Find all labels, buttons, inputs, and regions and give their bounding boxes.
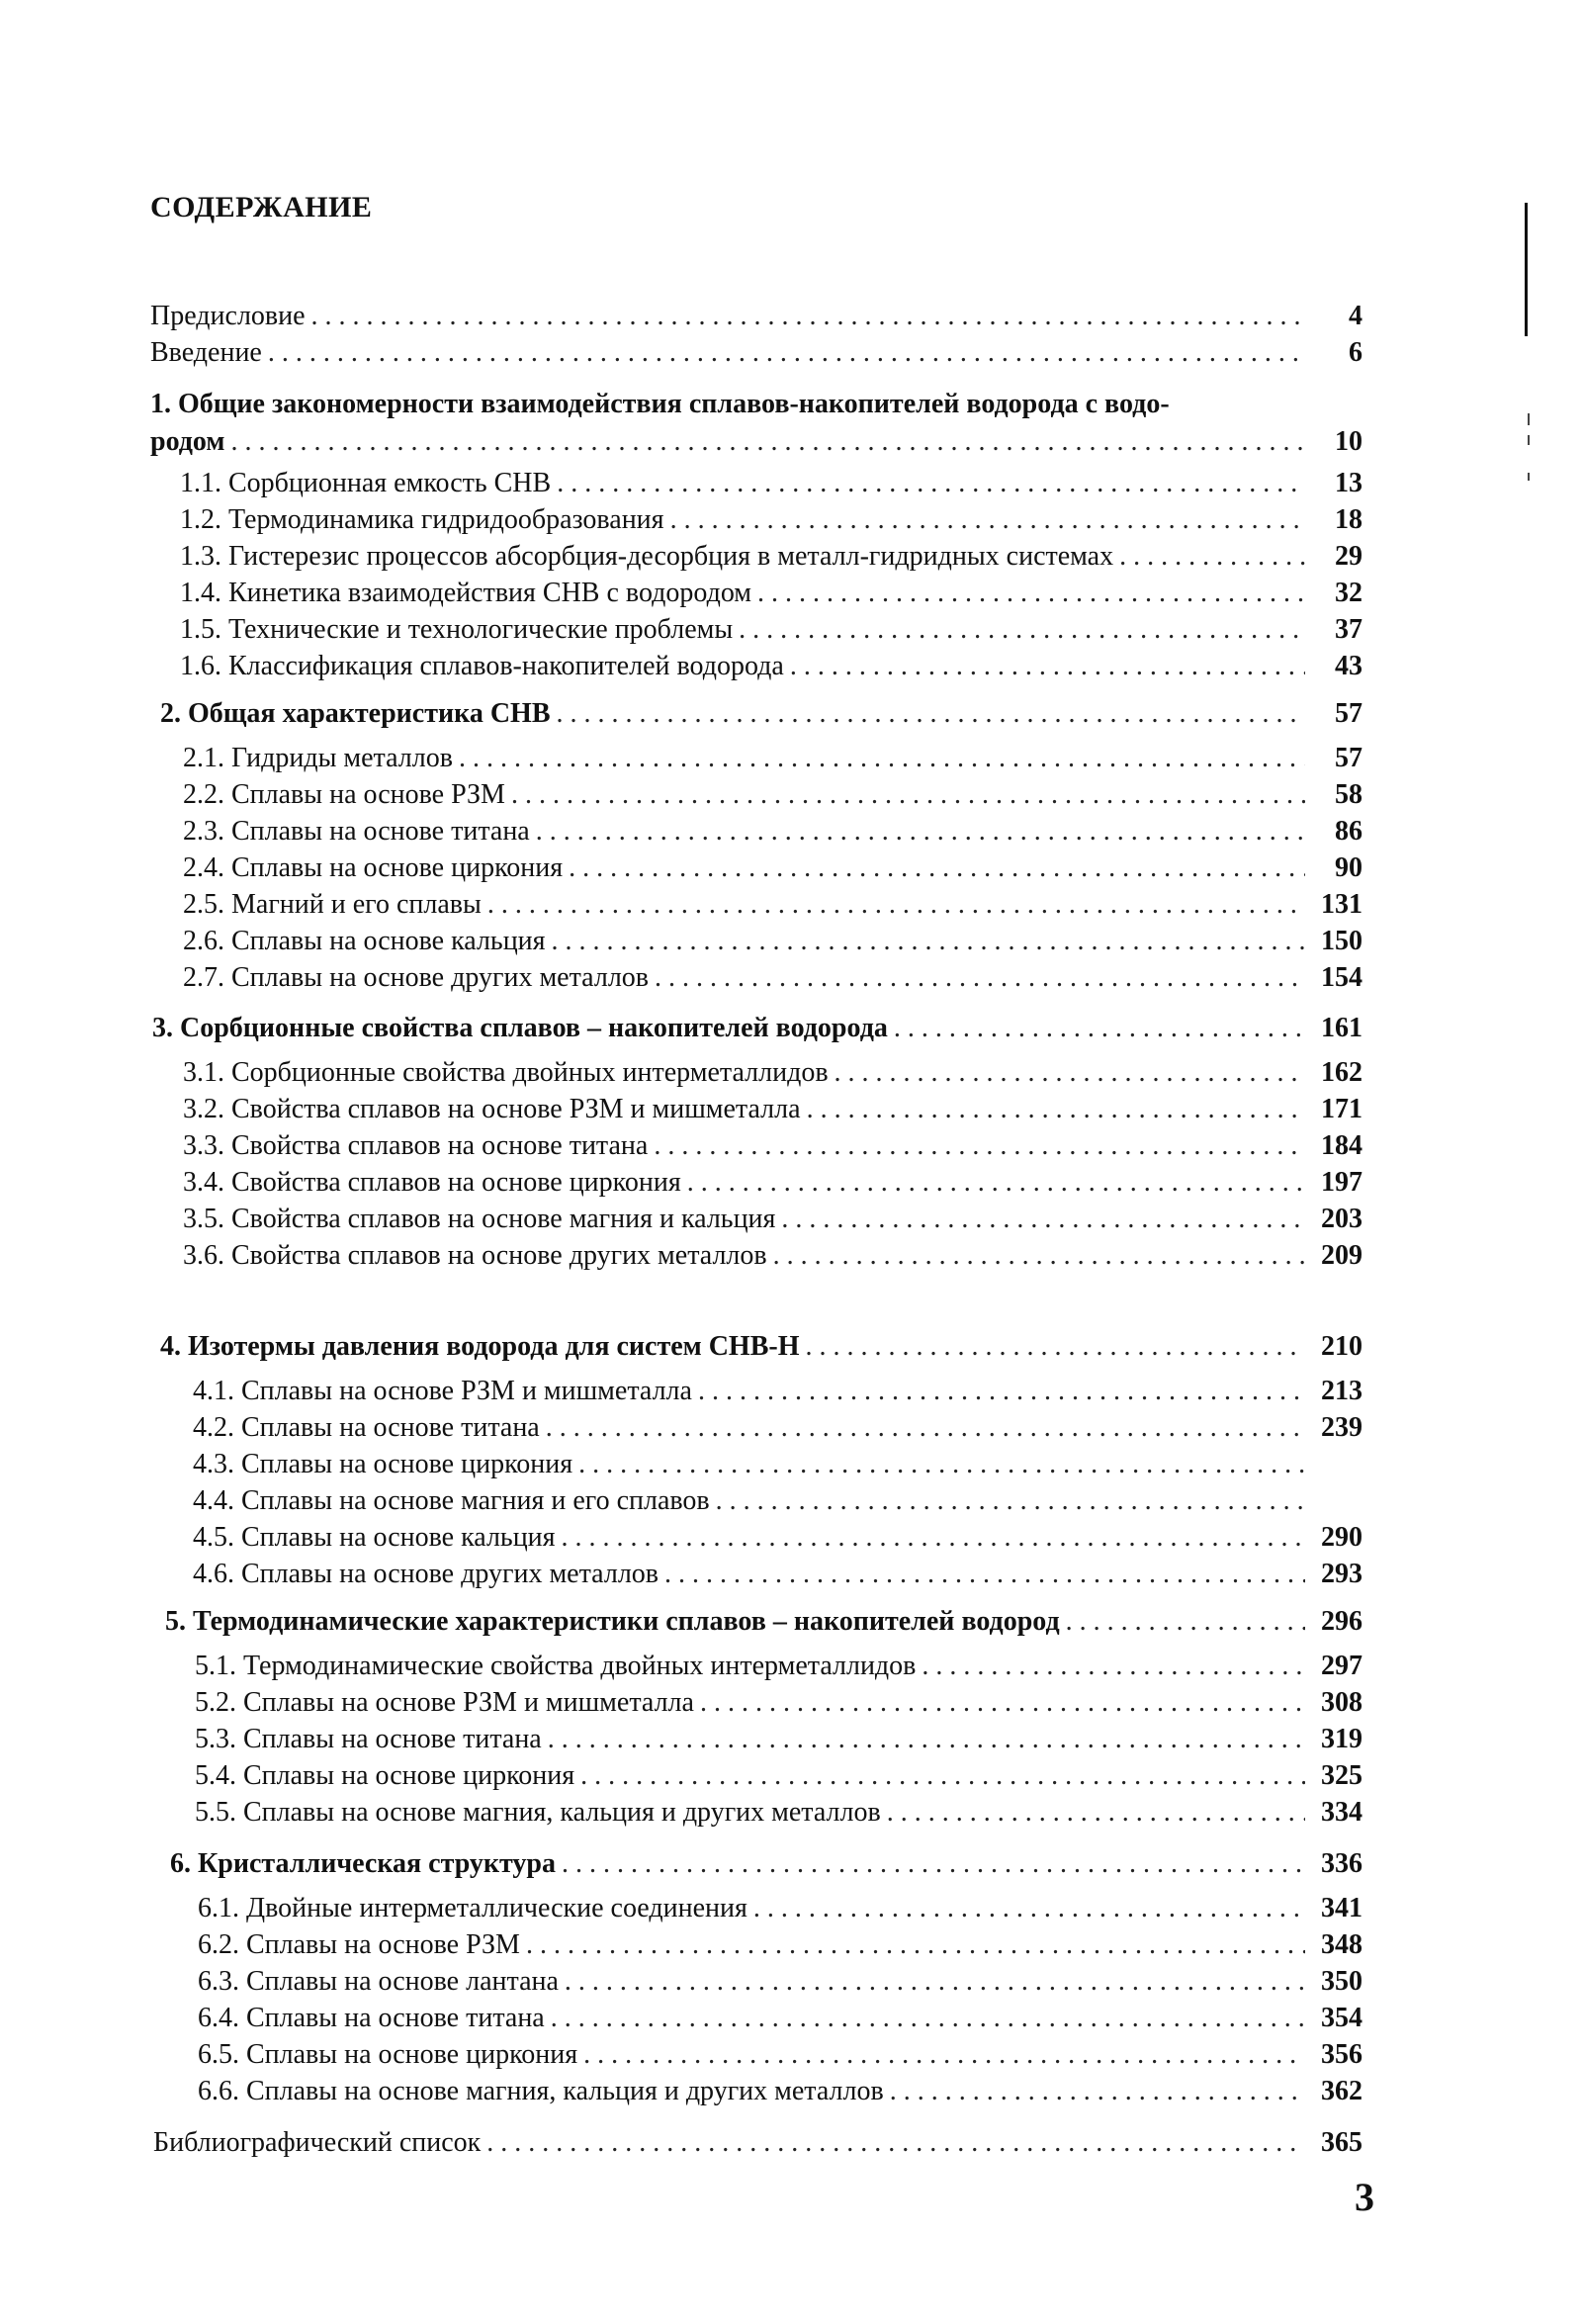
toc-entry-title: 6.3. Сплавы на основе лантана [198, 1966, 559, 1997]
dot-leader [562, 1847, 1305, 1881]
toc-entry-title: 3.6. Свойства сплавов на основе других металлов [183, 1240, 767, 1271]
toc-entry [195, 1759, 1362, 1793]
toc-entry-title: 5.4. Сплавы на основе циркония [195, 1760, 575, 1791]
toc-page-number: 184 [1321, 1130, 1362, 1161]
dot-leader [546, 1411, 1305, 1445]
toc-entry [150, 300, 1362, 333]
toc-page-number: 297 [1321, 1651, 1362, 1681]
toc-entry [183, 961, 1362, 995]
toc-entry [193, 1521, 1362, 1555]
toc-page-number: 356 [1321, 2039, 1362, 2070]
toc-entry-title: 6.5. Сплавы на основе циркония [198, 2039, 578, 2070]
toc-entry-title: 6.6. Сплавы на основе магния, кальция и других металлов [198, 2076, 884, 2106]
toc-page-number: 13 [1335, 468, 1362, 498]
toc-entry [198, 1892, 1362, 1925]
dot-leader [890, 2075, 1305, 2108]
dot-leader [311, 300, 1305, 333]
toc-entry [183, 1203, 1362, 1236]
dot-leader [230, 425, 1305, 459]
toc-entry [193, 1448, 1362, 1481]
toc-entry [180, 540, 1362, 574]
toc-page-number: 319 [1321, 1724, 1362, 1754]
toc-page-number: 239 [1321, 1412, 1362, 1443]
margin-mark [1528, 473, 1530, 481]
toc-entry-title: 6.2. Сплавы на основе РЗМ [198, 1929, 520, 1960]
toc-page-number: 354 [1321, 2003, 1362, 2033]
toc-page-number: 213 [1321, 1376, 1362, 1406]
toc-entry-title: 2.6. Сплавы на основе кальция [183, 926, 546, 956]
toc-chapter-entry [165, 1605, 1362, 1639]
dot-leader [1066, 1605, 1305, 1639]
toc-page-number: 32 [1335, 578, 1362, 608]
toc-entry-title: 6.4. Сплавы на основе титана [198, 2003, 545, 2033]
toc-page-number: 350 [1321, 1966, 1362, 1997]
toc-entry [193, 1375, 1362, 1408]
toc-entry [198, 1965, 1362, 1999]
toc-entry-title: 2. Общая характеристика СНВ [160, 698, 551, 729]
dot-leader [557, 467, 1305, 500]
toc-page-number: 365 [1321, 2127, 1362, 2158]
toc-page-number: 290 [1321, 1522, 1362, 1553]
toc-page-number: 171 [1321, 1094, 1362, 1124]
dot-leader [687, 1166, 1305, 1200]
dot-leader [1119, 540, 1305, 574]
dot-leader [773, 1239, 1305, 1273]
toc-page-number: 29 [1335, 541, 1362, 572]
margin-mark [1528, 413, 1530, 425]
dot-leader [753, 1892, 1305, 1925]
toc-entry [183, 1129, 1362, 1163]
dot-leader [565, 1965, 1305, 1999]
toc-entry [195, 1723, 1362, 1756]
dot-leader [583, 2038, 1305, 2072]
toc-page-number: 150 [1321, 926, 1362, 956]
toc-entry-title: 2.1. Гидриды металлов [183, 743, 453, 773]
toc-chapter-entry [152, 1012, 1362, 1045]
margin-line [1525, 203, 1528, 336]
dot-leader [486, 2126, 1305, 2160]
toc-page-number: 10 [1335, 426, 1362, 457]
toc-entry-title: 3.1. Сорбционные свойства двойных интерметаллидов [183, 1057, 829, 1088]
toc-page-number: 161 [1321, 1013, 1362, 1043]
dot-leader [757, 577, 1305, 610]
dot-leader [739, 613, 1305, 647]
toc-entry [180, 503, 1362, 537]
toc-entry-title: 3.3. Свойства сплавов на основе титана [183, 1130, 649, 1161]
toc-entry-title: 5.3. Сплавы на основе титана [195, 1724, 542, 1754]
dot-leader [459, 742, 1305, 775]
dot-leader [552, 925, 1305, 958]
contents-heading: СОДЕРЖАНИЕ [150, 191, 373, 223]
dot-leader [887, 1796, 1305, 1830]
dot-leader [835, 1056, 1305, 1090]
dot-leader [654, 1129, 1305, 1163]
toc-page-number: 131 [1321, 889, 1362, 920]
dot-leader [781, 1203, 1305, 1236]
toc-entry [183, 1056, 1362, 1090]
toc-chapter-entry [160, 697, 1362, 731]
toc-entry-title: 2.7. Сплавы на основе других металлов [183, 962, 650, 993]
toc-entry-title: 3.2. Свойства сплавов на основе РЗМ и мишметалла [183, 1094, 801, 1124]
toc-chapter-title-line: 1. Общие закономерности взаимодействия сплавов-накопителей водорода с водо- [150, 389, 1170, 419]
toc-entry [195, 1650, 1362, 1683]
toc-entry-title: 1.4. Кинетика взаимодействия СНВ с водородом [180, 578, 752, 608]
toc-page-number: 334 [1321, 1797, 1362, 1828]
toc-page-number: 6 [1349, 337, 1362, 368]
toc-page-number: 296 [1321, 1606, 1362, 1637]
dot-leader [578, 1448, 1305, 1481]
dot-leader [511, 778, 1305, 812]
toc-page-number: 325 [1321, 1760, 1362, 1791]
toc-entry-title: 1.6. Классификация сплавов-накопителей водорода [180, 651, 784, 681]
dot-leader [698, 1375, 1305, 1408]
toc-entry-title: 1.3. Гистерезис процессов абсорбция-десорбция в металл-гидридных системах [180, 541, 1114, 572]
toc-page-number: 197 [1321, 1167, 1362, 1198]
toc-entry [193, 1558, 1362, 1591]
toc-entry [183, 815, 1362, 849]
dot-leader [922, 1650, 1305, 1683]
toc-chapter-entry [160, 1330, 1362, 1364]
toc-entry-title: 1.1. Сорбционная емкость СНВ [180, 468, 552, 498]
dot-leader [526, 1928, 1305, 1962]
toc-page-number: 162 [1321, 1057, 1362, 1088]
toc-page-number: 58 [1335, 779, 1362, 810]
toc-entry [198, 2002, 1362, 2035]
toc-entry [150, 336, 1362, 370]
dot-leader [536, 815, 1305, 849]
toc-entry [180, 613, 1362, 647]
toc-entry [183, 1093, 1362, 1126]
toc-page-number: 37 [1335, 614, 1362, 645]
dot-leader [562, 1521, 1305, 1555]
dot-leader [580, 1759, 1305, 1793]
toc-entry-title: 4.1. Сплавы на основе РЗМ и мишметалла [193, 1376, 692, 1406]
toc-page-number: 293 [1321, 1559, 1362, 1589]
toc-entry [180, 467, 1362, 500]
toc-entry [198, 2075, 1362, 2108]
toc-entry [180, 650, 1362, 683]
dot-leader [268, 336, 1305, 370]
dot-leader [670, 503, 1305, 537]
toc-page-number: 18 [1335, 504, 1362, 535]
toc-entry [183, 888, 1362, 922]
toc-entry-title: Предисловие [150, 301, 306, 331]
toc-entry-title: 5.1. Термодинамические свойства двойных интерметаллидов [195, 1651, 917, 1681]
toc-entry [183, 851, 1362, 885]
toc-page-number: 4 [1349, 301, 1362, 331]
toc-entry-title: 5. Термодинамические характеристики сплавов – накопителей водород [165, 1606, 1060, 1637]
dot-leader [548, 1723, 1305, 1756]
toc-page-number: 308 [1321, 1687, 1362, 1718]
toc-entry [153, 2126, 1362, 2160]
dot-leader [700, 1686, 1305, 1720]
toc-entry [183, 778, 1362, 812]
toc-entry-title: 4.2. Сплавы на основе титана [193, 1412, 540, 1443]
toc-entry-title: 4.4. Сплавы на основе магния и его сплавов [193, 1485, 710, 1516]
toc-entry-title: 1.2. Термодинамика гидридообразования [180, 504, 664, 535]
toc-page-number: 209 [1321, 1240, 1362, 1271]
toc-entry [195, 1796, 1362, 1830]
dot-leader [664, 1558, 1305, 1591]
toc-entry-title: 1.5. Технические и технологические проблемы [180, 614, 734, 645]
toc-chapter-entry [150, 425, 1362, 459]
toc-page-number: 90 [1335, 852, 1362, 883]
page-number: 3 [1355, 2175, 1374, 2219]
toc-page-number: 362 [1321, 2076, 1362, 2106]
toc-entry-title: 4.3. Сплавы на основе циркония [193, 1449, 573, 1479]
toc-entry-title: 6. Кристаллическая структура [170, 1848, 556, 1879]
dot-leader [557, 697, 1306, 731]
dot-leader [894, 1012, 1305, 1045]
toc-entry [198, 1928, 1362, 1962]
toc-page-number: 341 [1321, 1893, 1362, 1923]
toc-page-number: 43 [1335, 651, 1362, 681]
toc-entry-title: 4.5. Сплавы на основе кальция [193, 1522, 556, 1553]
toc-entry-title: 2.5. Магний и его сплавы [183, 889, 482, 920]
toc-entry [183, 1239, 1362, 1273]
toc-page-number: 57 [1335, 743, 1362, 773]
toc-entry-title: 5.2. Сплавы на основе РЗМ и мишметалла [195, 1687, 694, 1718]
toc-entry-title: 4. Изотермы давления водорода для систем СНВ-Н [160, 1331, 800, 1362]
toc-entry-title: 2.4. Сплавы на основе циркония [183, 852, 564, 883]
toc-entry-title: 3.5. Свойства сплавов на основе магния и кальция [183, 1204, 776, 1234]
toc-entry-title: 3. Сорбционные свойства сплавов – накопителей водорода [152, 1013, 888, 1043]
dot-leader [655, 961, 1305, 995]
toc-entry [198, 2038, 1362, 2072]
dot-leader [487, 888, 1305, 922]
toc-chapter-entry [170, 1847, 1362, 1881]
toc-page-number: 210 [1321, 1331, 1362, 1362]
toc-entry [183, 1166, 1362, 1200]
toc-page-number: 57 [1335, 698, 1362, 729]
toc-entry-title: 6.1. Двойные интерметаллические соединения [198, 1893, 747, 1923]
toc-entry-title: 5.5. Сплавы на основе магния, кальция и других металлов [195, 1797, 881, 1828]
margin-mark [1528, 435, 1530, 445]
toc-page-number: 154 [1321, 962, 1362, 993]
toc-entry-title: Библиографический список [153, 2127, 482, 2158]
toc-entry [183, 742, 1362, 775]
toc-entry-title: 2.2. Сплавы на основе РЗМ [183, 779, 505, 810]
toc-page-number: 348 [1321, 1929, 1362, 1960]
toc-page-number: 203 [1321, 1204, 1362, 1234]
toc-entry [193, 1484, 1362, 1518]
toc-entry [193, 1411, 1362, 1445]
toc-entry [183, 925, 1362, 958]
toc-entry-title: родом [150, 426, 225, 457]
toc-entry-title: 2.3. Сплавы на основе титана [183, 816, 530, 847]
dot-leader [806, 1330, 1306, 1364]
toc-page-number: 86 [1335, 816, 1362, 847]
toc-entry-title: 3.4. Свойства сплавов на основе циркония [183, 1167, 681, 1198]
toc-entry-title: Введение [150, 337, 262, 368]
dot-leader [569, 851, 1305, 885]
dot-leader [807, 1093, 1305, 1126]
dot-leader [716, 1484, 1305, 1518]
dot-leader [790, 650, 1305, 683]
dot-leader [551, 2002, 1305, 2035]
toc-entry-title: 4.6. Сплавы на основе других металлов [193, 1559, 659, 1589]
toc-entry [195, 1686, 1362, 1720]
toc-page-number: 336 [1321, 1848, 1362, 1879]
toc-entry [180, 577, 1362, 610]
